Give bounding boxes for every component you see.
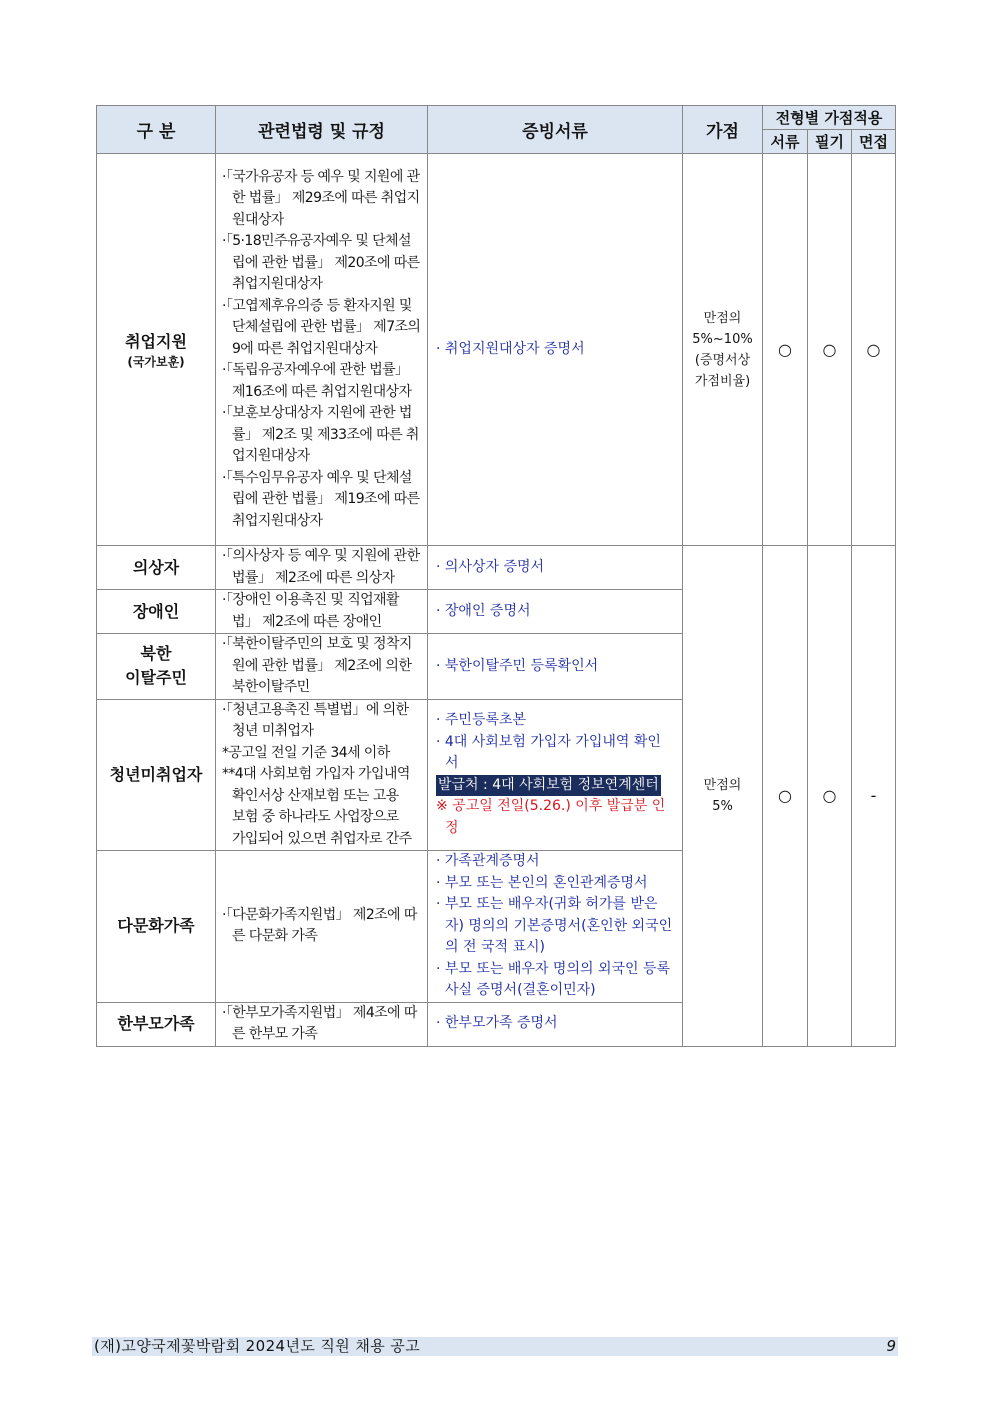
law-item: ·「고엽제후유의증 등 환자지원 및 단체설립에 관한 법률」 제7조의9에 따른 취업지원대상자 [222,297,421,357]
stage3-mark: - [852,546,896,1047]
category-label: 취업지원 [125,331,187,351]
category-cell [97,851,216,1003]
proof-item: · 장애인 증명서 [436,602,531,619]
header-law: 관련법령 및 규정 [216,106,428,154]
category-label: 한부모가족 [117,1014,195,1033]
law-item: *공고일 전일 기준 34세 이하 [222,744,390,761]
category-label: 장애인 [132,601,180,621]
additional-line: 5%~10% [692,331,753,347]
law-cell [216,546,428,590]
header-apply: 전형별 가점적용 [763,106,896,130]
proof-cell [428,851,683,1003]
additional-line: 가점비율) [694,373,751,389]
proof-item: · 한부모가족 증명서 [436,1015,558,1032]
law-item: ·「특수임무유공자 예우 및 단체설립에 관한 법률」 제19조에 따른 취업지원대상자 [222,469,420,529]
table-row [97,546,896,590]
law-cell [216,634,428,700]
category-cell [97,634,216,700]
proof-cell [428,699,683,851]
proof-item: · 가족관계증명서 [436,853,540,869]
law-cell [216,851,428,1003]
proof-item: · 취업지원대상자 증명서 [436,340,585,357]
category-label: 의상자 [132,557,180,577]
table-row [97,154,896,546]
law-item: 보험 중 하나라도 사업장으로 [232,809,399,825]
proof-item: · 부모 또는 배우자 명의의 외국인 등록사실 증명서(결혼이민자) [436,960,671,998]
stage2-mark: ○ [808,546,852,1047]
category-cell [97,590,216,634]
category-label: 다문화가족 [117,916,195,936]
additional-cell [683,154,763,546]
category-label: 청년미취업자 [109,764,203,784]
proof-cell [428,154,683,546]
additional-line: 5% [712,798,733,814]
stage1-mark: ○ [763,154,808,546]
header-stage3: 면접 [852,130,896,154]
law-item: **4대 사회보험 가입자 가입내역 [222,766,410,782]
proof-cell [428,590,683,634]
additional-cell [683,546,763,1047]
law-cell [216,590,428,634]
footer-title: (재)고양국제꽃박람회 2024년도 직원 채용 공고 [94,1337,421,1355]
law-item: 가입되어 있으면 취업자로 간주 [232,830,412,847]
law-item: 확인서상 산재보험 또는 고용 [232,787,399,804]
category-label-line2: 이탈주민 [125,668,187,688]
stage1-mark: ○ [763,546,808,1047]
law-item: ·「독립유공자예우에 관한 법률」 제16조에 따른 취업지원대상자 [222,362,412,400]
law-item: ·「보훈보상대상자 지원에 관한 법률」 제2조 및 제33조에 따른 취업지원대상자 [222,405,419,465]
proof-notice: ※ 공고일 전일(5.26.) 이후 발급분 인정 [436,798,666,836]
proof-cell [428,546,683,590]
law-item: ·「국가유공자 등 예우 및 지원에 관한 법률」 제29조에 따른 취업지원대상자 [222,168,420,228]
law-item: ·「의사상자 등 예우 및 지원에 관한 법률」 제2조에 따른 의상자 [222,548,420,586]
law-cell [216,699,428,851]
law-item: ·「다문화가족지원법」 제2조에 따른 다문화 가족 [222,906,417,945]
proof-cell [428,1002,683,1046]
page-number: 9 [886,1337,896,1355]
category-label: 북한 [140,644,172,664]
law-item: ·「5·18민주유공자예우 및 단체설립에 관한 법률」 제20조에 따른 취업지원대상자 [222,233,420,293]
proof-item: · 4대 사회보험 가입자 가입내역 확인서 [436,733,661,772]
proof-item: · 부모 또는 본인의 혼인관계증명서 [436,874,648,891]
bonus-points-table [96,105,896,1047]
header-proof: 증빙서류 [428,106,683,154]
law-cell [216,1002,428,1046]
issuer-highlight: 발급처 : 4대 사회보험 정보연계센터 [436,775,661,797]
category-cell [97,699,216,851]
proof-cell [428,634,683,700]
header-additional: 가점 [683,106,763,154]
category-cell [97,1002,216,1046]
page-footer [92,1337,898,1356]
category-cell [97,546,216,590]
law-item: ·「북한이탈주민의 보호 및 정착지원에 관한 법률」 제2조에 의한 북한이탈주민 [222,636,412,695]
proof-item: · 의사상자 증명서 [436,558,545,575]
proof-item: · 북한이탈주민 등록확인서 [436,657,599,674]
additional-line: (증명서상 [694,352,751,368]
header-stage2: 필기 [808,130,852,154]
header-category: 구 분 [97,106,216,154]
header-stage1: 서류 [763,130,808,154]
proof-item: · 부모 또는 배우자(귀화 허가를 받은 자) 명의의 기본증명서(혼인한 외국인의 전 국적 표시) [436,896,673,955]
stage3-mark: ○ [852,154,896,546]
law-item: 청년 미취업자 [232,723,314,739]
proof-item: · 주민등록초본 [436,712,527,729]
law-item: ·「청년고용촉진 특별법」에 의한 [222,701,409,718]
law-item: ·「한부모가족지원법」 제4조에 따른 한부모 가족 [222,1004,417,1042]
law-cell [216,154,428,546]
category-sub-label: (국가보훈) [127,354,185,369]
stage2-mark: ○ [808,154,852,546]
category-cell [97,154,216,546]
additional-line: 만점의 [703,310,742,326]
additional-line: 만점의 [703,777,742,793]
law-item: ·「장애인 이용촉진 및 직업재활법」 제2조에 따른 장애인 [222,592,399,630]
